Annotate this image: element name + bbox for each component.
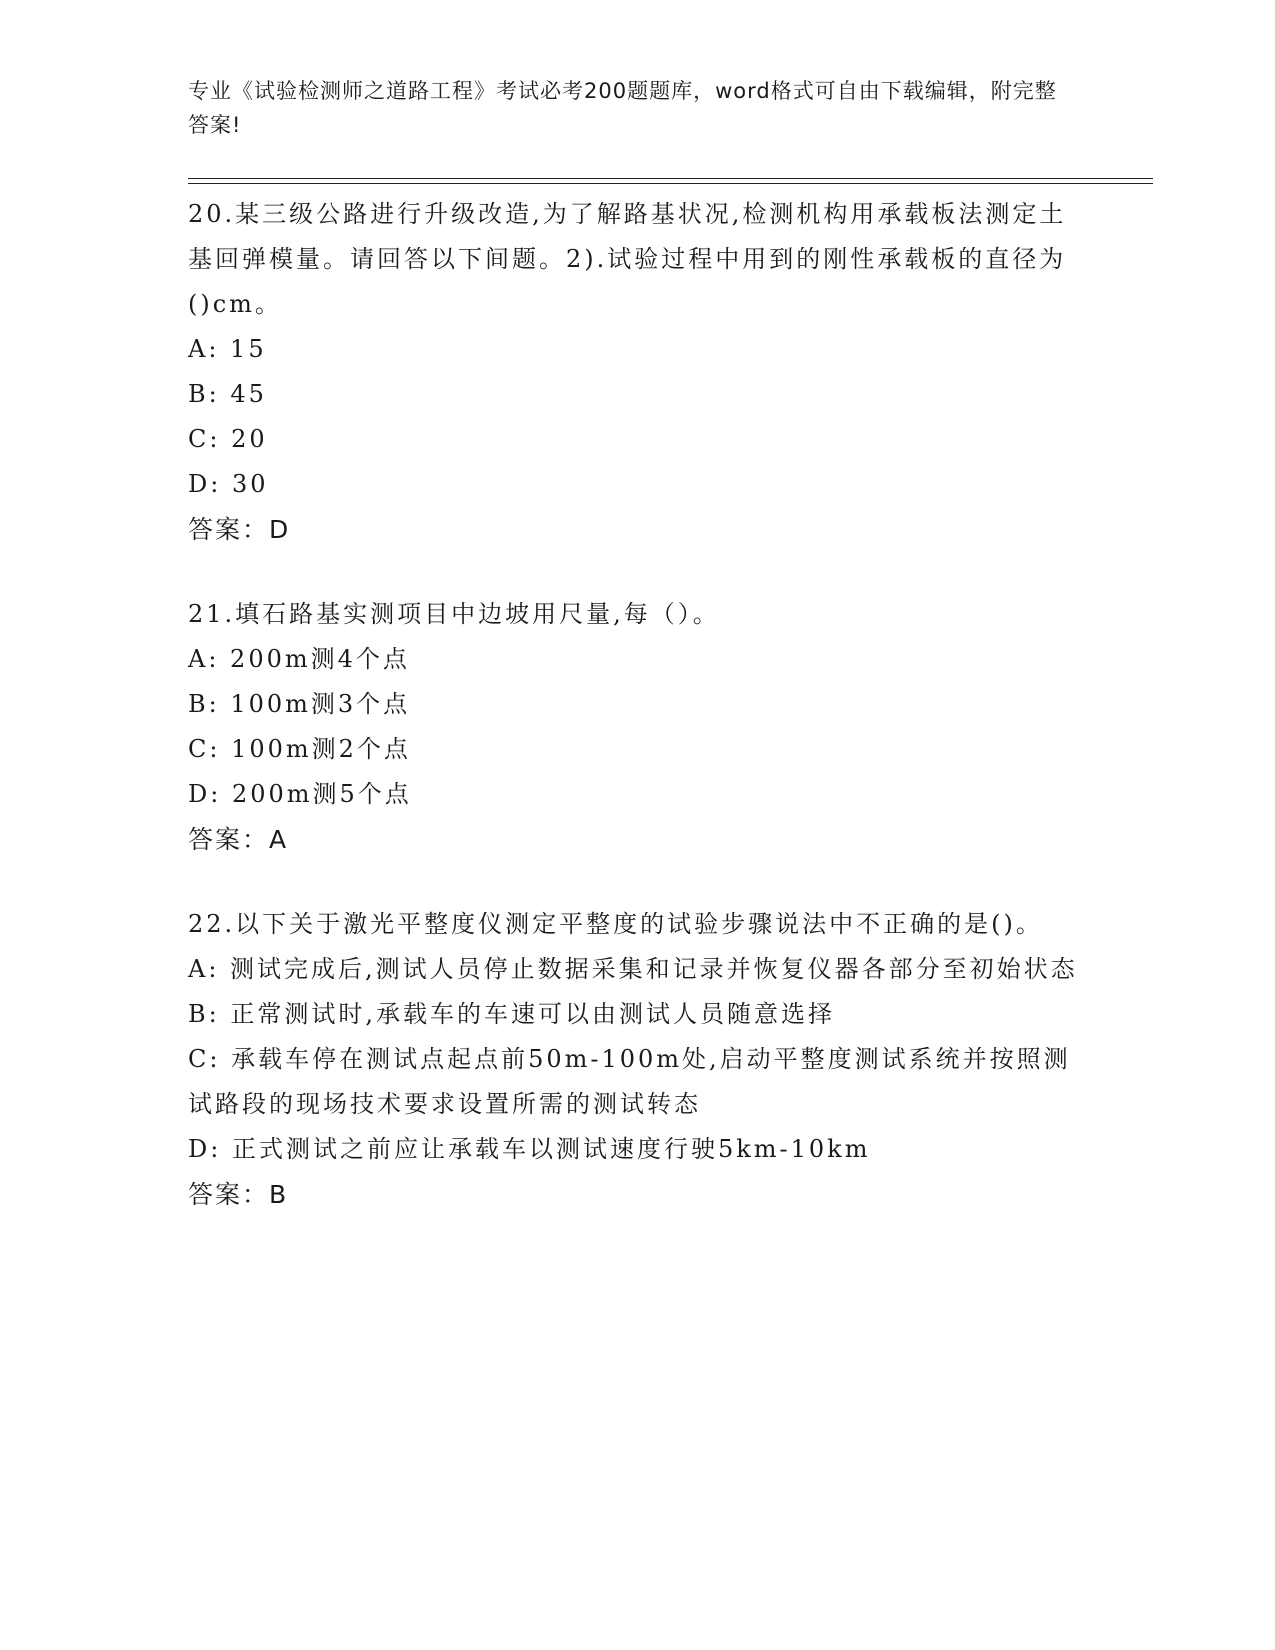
question-stem: 22.以下关于激光平整度仪测定平整度的试验步骤说法中不正确的是()。	[188, 910, 1043, 938]
option-c: C: 承载车停在测试点起点前50m-100m处,启动平整度测试系统并按照测试路段的现场技术要求设置所需的测试转态	[188, 1045, 1071, 1118]
answer-line: 答案：A	[188, 825, 289, 854]
question-stem: 21.填石路基实测项目中边坡用尺量,每（）。	[188, 600, 720, 628]
question-22	[188, 902, 1088, 1217]
header-divider-top	[188, 178, 1153, 179]
document-header: 专业《试验检测师之道路工程》考试必考200题题库，word格式可自由下载编辑，附完整答案!	[188, 79, 1057, 137]
option-a: A: 测试完成后,测试人员停止数据采集和记录并恢复仪器各部分至初始状态	[188, 955, 1078, 983]
option-b: B: 100m测3个点	[188, 690, 411, 718]
option-d: D: 200m测5个点	[188, 780, 412, 808]
option-c: C: 20	[188, 425, 268, 453]
answer-line: 答案：D	[188, 515, 291, 544]
option-b: B: 45	[188, 380, 267, 408]
option-d: D: 正式测试之前应让承载车以测试速度行驶5km-10km	[188, 1135, 871, 1163]
option-d: D: 30	[188, 470, 269, 498]
question-stem: 20.某三级公路进行升级改造,为了解路基状况,检测机构用承载板法测定土基回弹模量。请回答以下间题。2).试验过程中用到的刚性承载板的直径为()cm。	[188, 200, 1067, 318]
question-20	[188, 192, 1088, 552]
option-b: B: 正常测试时,承载车的车速可以由测试人员随意选择	[188, 1000, 835, 1028]
question-21	[188, 592, 1088, 862]
header-divider-bottom	[188, 183, 1153, 184]
answer-line: 答案：B	[188, 1180, 289, 1209]
option-c: C: 100m测2个点	[188, 735, 411, 763]
option-a: A: 15	[188, 335, 267, 363]
option-a: A: 200m测4个点	[188, 645, 410, 673]
question-list	[188, 192, 1088, 1257]
